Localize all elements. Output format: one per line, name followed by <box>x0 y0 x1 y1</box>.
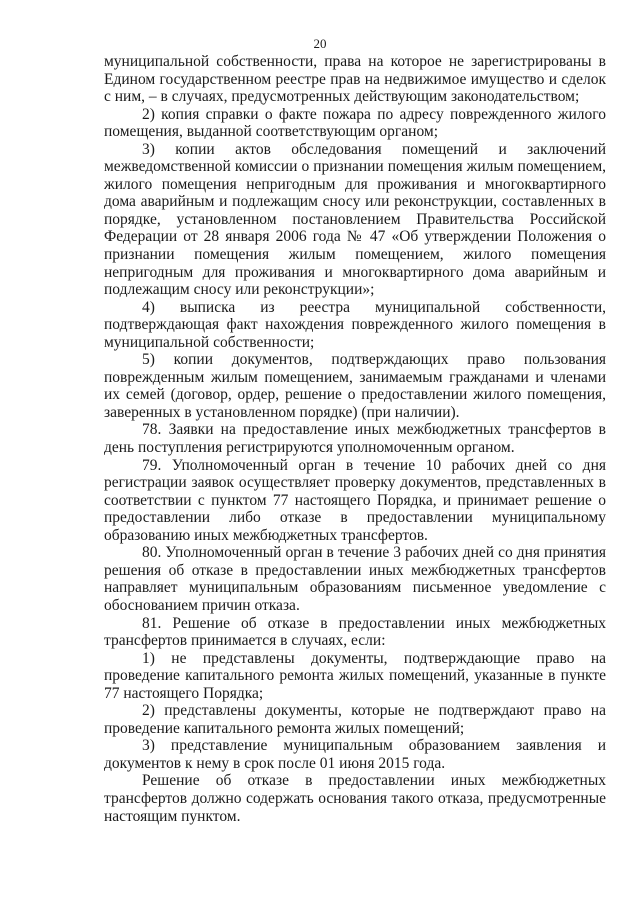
paragraph-item-3: 3) копии актов обследования помещений и заключений межведомственной комиссии о признании помещения жилым помещением, жилого помещения непригодным для проживания и многоквартирного дома аварийным и подлежащим сносу или реконструкции, составленных в порядке, установленном постановлением Правительства Российской Федерации от 28 января 2006 года № 47 «Об утверждении Положения о признании помещения жилым помещением, жилого помещения непригодным для проживания и многоквартирного дома аварийным и подлежащим сносу или реконструкции»; <box>104 140 606 299</box>
page-number: 20 <box>313 36 327 51</box>
paragraph-81-item-1: 1) не представлены документы, подтверждающие право на проведение капитального ремонта жилых помещений, указанные в пункте 77 настоящего Порядка; <box>104 649 606 702</box>
paragraph-81: 81. Решение об отказе в предоставлении иных межбюджетных трансфертов принимается в случаях, если: <box>104 614 606 650</box>
paragraph-81-item-2: 2) представлены документы, которые не подтверждают право на проведение капитального ремонта жилых помещений; <box>104 702 606 737</box>
paragraph-78: 78. Заявки на предоставление иных межбюджетных трансфертов в день поступления регистрируются уполномоченным органом. <box>104 421 606 457</box>
paragraph-item-5: 5) копии документов, подтверждающих право пользования поврежденным жилым помещением, занимаемым гражданами и членами их семей (договор, ордер, решение о предоставлении жилого помещения, заверенных в установленном порядке) (при наличии). <box>104 351 606 421</box>
document-body <box>104 53 606 825</box>
paragraph-item-2: 2) копия справки о факте пожара по адресу поврежденного жилого помещения, выданной соответствующим органом; <box>104 105 606 141</box>
paragraph-80: 80. Уполномоченный орган в течение 3 рабочих дней со дня принятия решения об отказе в предоставлении иных межбюджетных трансфертов направляет муниципальным образованиям письменное уведомление с обоснованием причин отказа. <box>104 544 606 614</box>
paragraph-continuation: муниципальной собственности, права на которое не зарегистрированы в Едином государственном реестре прав на недвижимое имущество и сделок с ним, – в случаях, предусмотренных действующим законодательством; <box>104 53 606 106</box>
paragraph-81-item-3: 3) представление муниципальным образованием заявления и документов к нему в срок после 01 июня 2015 года. <box>104 737 606 772</box>
paragraph-item-4: 4) выписка из реестра муниципальной собственности, подтверждающая факт нахождения поврежденного жилого помещения в муниципальной собственности; <box>104 298 606 351</box>
paragraph-81-conclusion: Решение об отказе в предоставлении иных межбюджетных трансфертов должно содержать основания такого отказа, предусмотренные настоящим пунктом. <box>104 772 606 825</box>
paragraph-79: 79. Уполномоченный орган в течение 10 рабочих дней со дня регистрации заявок осуществляет проверку документов, представленных в соответствии с пунктом 77 настоящего Порядка, и принимает решение о предоставлении либо отказе в предоставлении муниципальному образованию иных межбюджетных трансфертов. <box>104 456 606 544</box>
